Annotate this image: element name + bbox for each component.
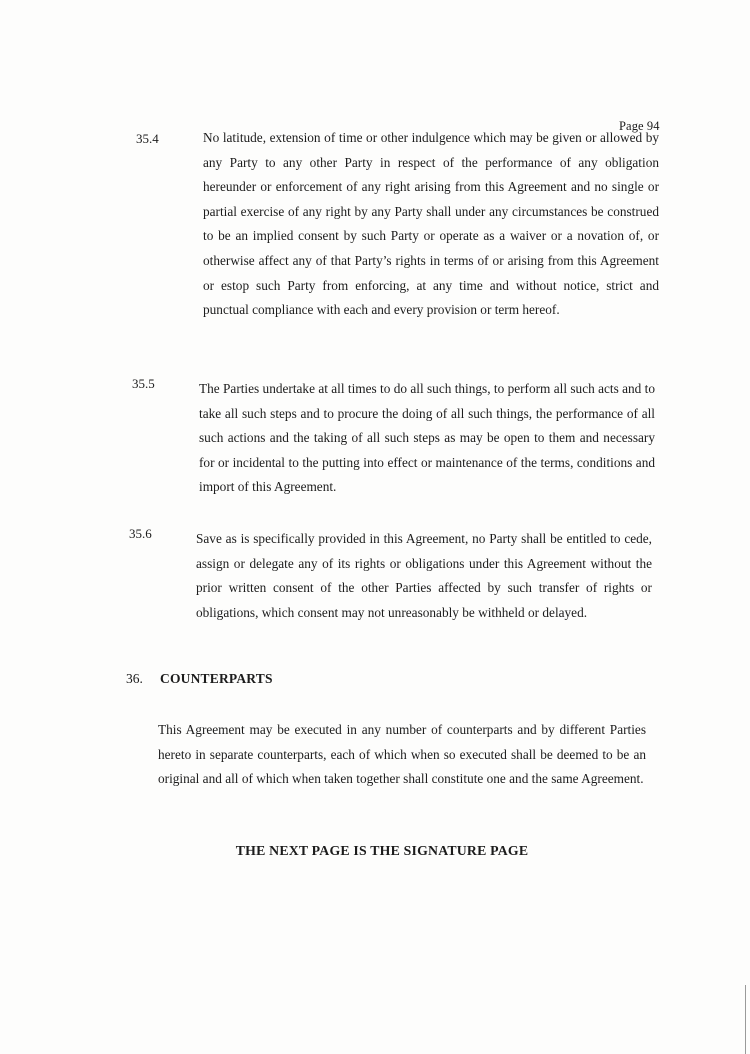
clause-text-35-4: No latitude, extension of time or other indulgence which may be given or allowed by any Party to any other Party in respect of the performance of any obligation hereunder or enforcement of any right arising from this Agreement and no single or partial exercise of any right by any Party shall under any circumstances be construed to be an implied consent by such Party or operate as a waiver or a novation of, or otherwise affect any of that Party’s rights in terms of or arising from this Agreement or estop such Party from enforcing, at any time and without notice, strict and punctual compliance with each and every provision or term hereof. xyxy=(203,130,659,318)
scan-edge-line xyxy=(745,985,746,1054)
clause-number-35-5: 35.5 xyxy=(132,376,155,391)
clause-number-35-6: 35.6 xyxy=(129,526,152,541)
clause-text-35-6: Save as is specifically provided in this Agreement, no Party shall be entitled to cede, assign or delegate any of its rights or obligations under this Agreement without the prior written consent of the other Parties affected by such transfer of rights or obligations, which consent may not unreasonably be withheld or delayed. xyxy=(196,531,652,620)
page-number: Page 94 xyxy=(619,119,660,133)
section-number-36: 36. xyxy=(126,671,143,686)
clause-text-35-5: The Parties undertake at all times to do all such things, to perform all such acts and to take all such steps and to procure the doing of all such things, the performance of all such actions and the taking of all such steps as may be open to them and necessary for or incidental to the putting into effect or maintenance of the terms, conditions and import of this Agreement. xyxy=(199,381,655,495)
signature-page-note: THE NEXT PAGE IS THE SIGNATURE PAGE xyxy=(235,843,529,858)
section-text-counterparts: This Agreement may be executed in any number of counterparts and by different Parties hereto in separate counterparts, each of which when so executed shall be deemed to be an original and all of which when taken together shall constitute one and the same Agreement. xyxy=(158,722,646,787)
clause-number-35-4: 35.4 xyxy=(136,131,159,146)
section-title-counterparts: COUNTERPARTS xyxy=(160,671,273,686)
